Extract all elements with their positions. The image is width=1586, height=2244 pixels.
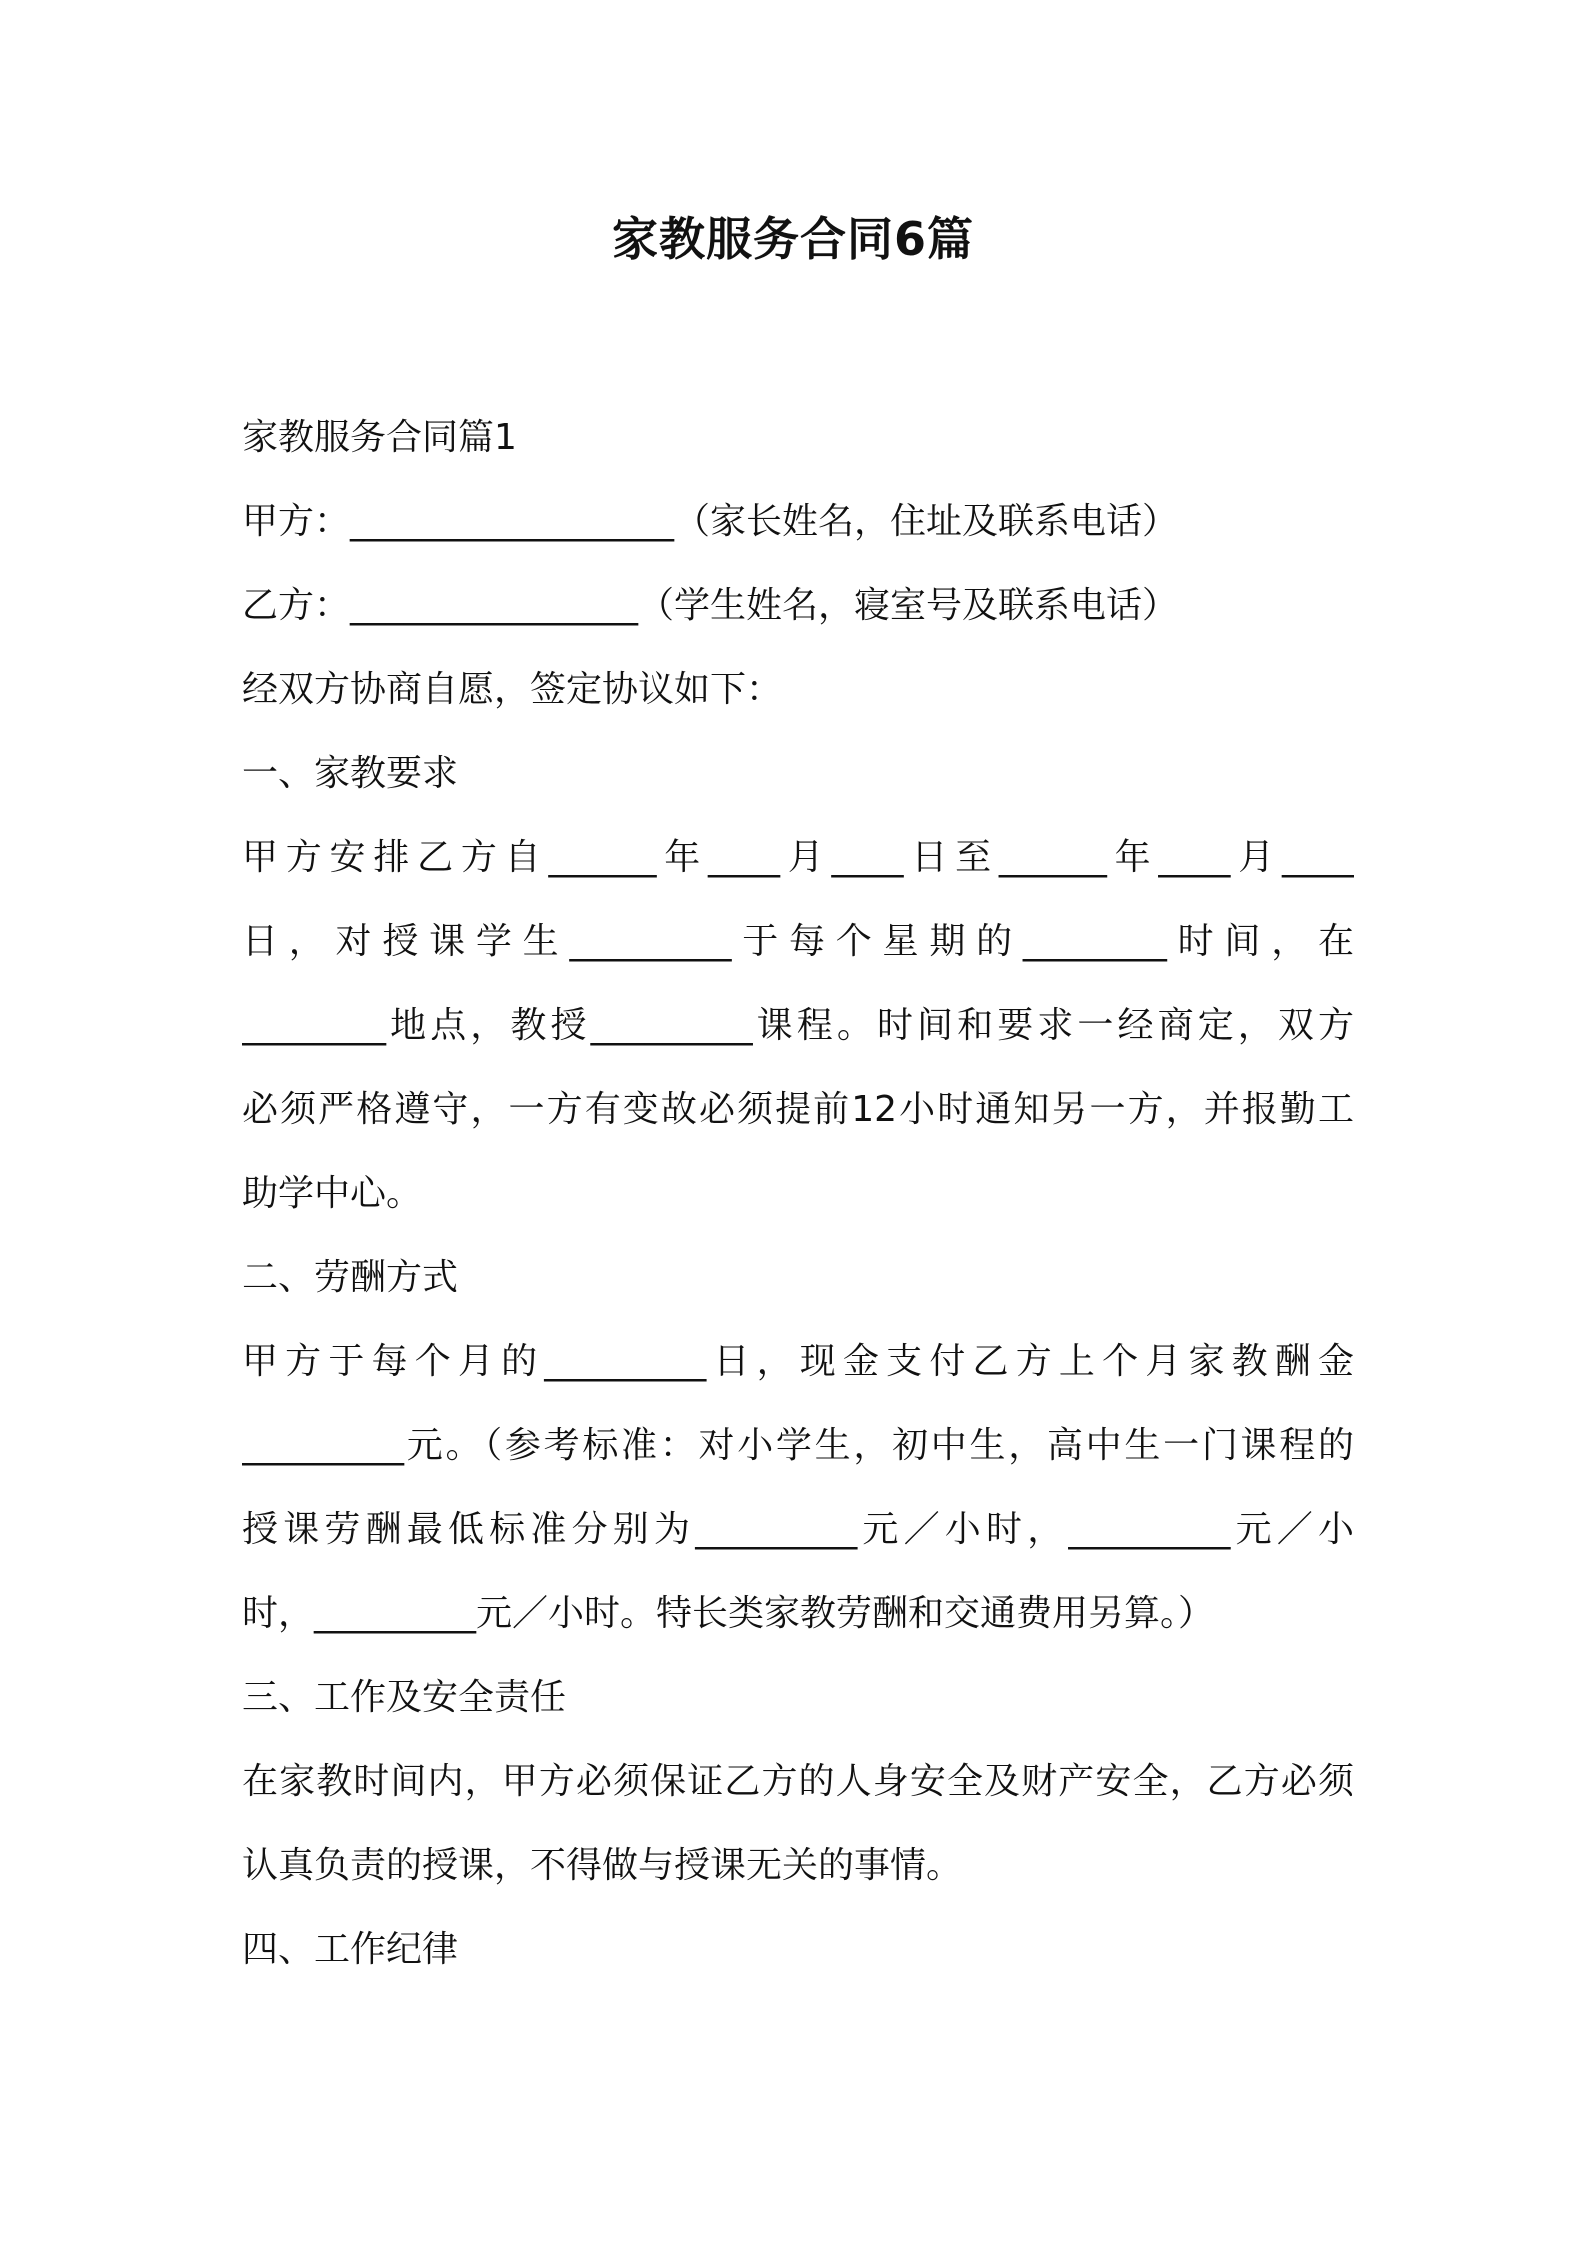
document-title: 家教服务合同6篇 [611, 212, 974, 266]
paragraph-line: ________地点，教授_________课程。时间和要求一经商定，双方 [242, 1005, 1354, 1046]
section-heading-safety: 三、工作及安全责任 [242, 1677, 567, 1718]
section-heading-discipline: 四、工作纪律 [242, 1929, 459, 1970]
paragraph-line: 甲方于每个月的_________日，现金支付乙方上个月家教酬金 [242, 1341, 1354, 1382]
paragraph-line: 助学中心。 [242, 1173, 423, 1214]
paragraph-line: 在家教时间内，甲方必须保证乙方的人身安全及财产安全，乙方必须 [242, 1761, 1354, 1802]
section-heading-requirements: 一、家教要求 [242, 753, 459, 794]
party-a-line: 甲方：__________________（家长姓名，住址及联系电话） [242, 501, 1179, 542]
paragraph-line: 日，对授课学生_________于每个星期的________时间，在 [242, 921, 1354, 962]
paragraph-line: 授课劳酬最低标准分别为_________元／小时，_________元／小 [242, 1509, 1354, 1550]
section-heading-article-1: 家教服务合同篇1 [242, 417, 517, 458]
paragraph-line: 时，_________元／小时。特长类家教劳酬和交通费用另算。） [242, 1593, 1215, 1634]
document-body [242, 410, 1354, 2006]
paragraph-line: 认真负责的授课，不得做与授课无关的事情。 [242, 1845, 963, 1886]
paragraph-line: _________元。（参考标准：对小学生，初中生，高中生一门课程的 [242, 1425, 1354, 1466]
paragraph-line: 甲方安排乙方自______年____月____日至______年____月____ [242, 837, 1354, 878]
section-heading-payment: 二、劳酬方式 [242, 1257, 459, 1298]
party-b-line: 乙方：________________（学生姓名，寝室号及联系电话） [242, 585, 1179, 626]
paragraph-line: 必须严格遵守，一方有变故必须提前12小时通知另一方，并报勤工 [242, 1089, 1354, 1130]
agreement-intro: 经双方协商自愿，签定协议如下： [242, 669, 783, 710]
